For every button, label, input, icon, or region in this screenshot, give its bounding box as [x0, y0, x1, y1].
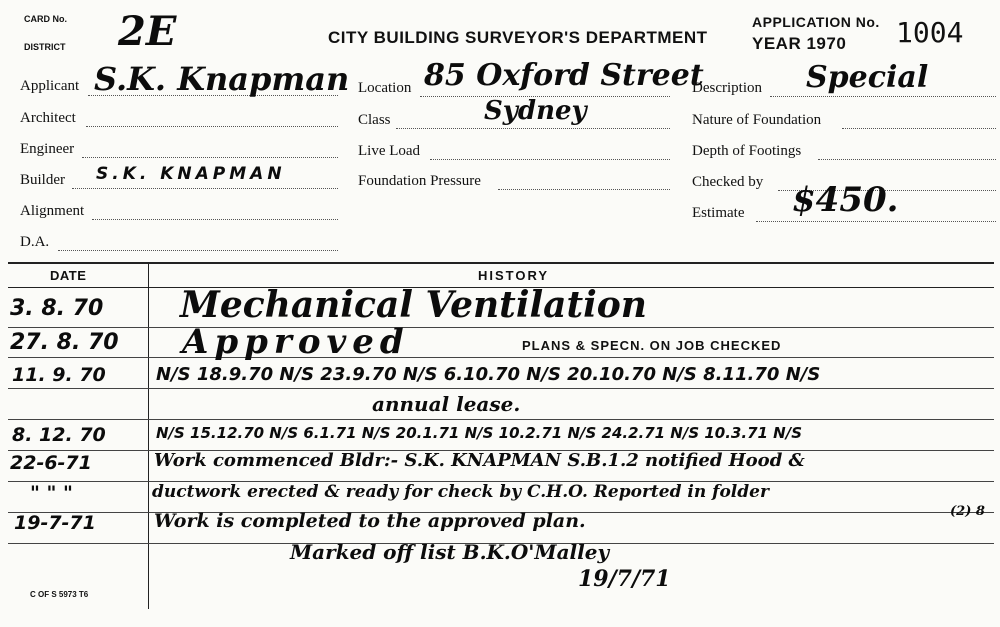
nature-of-foundation-label: Nature of Foundation [692, 112, 822, 128]
location-label: Location [358, 80, 412, 96]
date-column-divider [148, 264, 149, 609]
history-entry: Marked off list B.K.O'Malley [290, 540, 610, 564]
live-load-label: Live Load [358, 143, 421, 159]
history-entry: Approved [182, 322, 410, 362]
application-number: 1004 [896, 16, 964, 49]
date-header: DATE [50, 268, 87, 283]
history-date: " " " [30, 482, 73, 504]
applicant-value: S.K. Knapman [94, 60, 350, 98]
form-code: C OF S 5973 T6 [30, 590, 89, 599]
builder-value: S.K. KNAPMAN [96, 164, 286, 184]
plans-checked-stamp: PLANS & SPECN. ON JOB CHECKED [522, 338, 782, 353]
history-entry: N/S 15.12.70 N/S 6.1.71 N/S 20.1.71 N/S 10.2.71 N/S 24.2.71 N/S 10.3.71 N/S [156, 424, 803, 442]
history-date: 19-7-71 [14, 512, 96, 534]
foundation-pressure-label: Foundation Pressure [358, 173, 481, 189]
side-note: (2) 8 [950, 504, 985, 519]
location-value: 85 Oxford Street [424, 58, 704, 93]
estimate-value: $450. [792, 180, 899, 220]
description-label: Description [692, 80, 762, 96]
history-date: 11. 9. 70 [12, 364, 106, 386]
history-date: 22-6-71 [10, 452, 92, 474]
location-value-line2: Sydney [484, 96, 587, 126]
history-entry: Work commenced Bldr:- S.K. KNAPMAN S.B.1.2 notified Hood & [154, 450, 805, 471]
depth-of-footings-label: Depth of Footings [692, 143, 802, 159]
architect-label: Architect [20, 110, 76, 126]
history-top-rule [8, 262, 994, 264]
description-value: Special [806, 60, 929, 95]
department-title: CITY BUILDING SURVEYOR'S DEPARTMENT [328, 28, 708, 47]
da-label: D.A. [20, 234, 50, 250]
year-label: YEAR 1970 [752, 34, 847, 53]
history-entry: 19/7/71 [578, 566, 671, 592]
history-entry: Work is completed to the approved plan. [154, 510, 586, 532]
history-entry: N/S 18.9.70 N/S 23.9.70 N/S 6.10.70 N/S 20.10.70 N/S 8.11.70 N/S [156, 364, 821, 385]
district-label: DISTRICT [24, 42, 66, 52]
card-no-label: CARD No. [24, 14, 67, 24]
builder-label: Builder [20, 172, 65, 188]
history-entry: ductwork erected & ready for check by C.H.O. Reported in folder [152, 482, 769, 502]
card-no-value: 2E [118, 8, 177, 55]
history-header: HISTORY [478, 268, 550, 283]
history-entry: Mechanical Ventilation [180, 284, 647, 326]
class-label: Class [358, 112, 391, 128]
applicant-label: Applicant [20, 78, 80, 94]
application-label: APPLICATION No. [752, 14, 880, 30]
estimate-label: Estimate [692, 205, 745, 221]
checked-by-label: Checked by [692, 174, 764, 190]
history-date: 8. 12. 70 [12, 424, 106, 446]
engineer-label: Engineer [20, 141, 75, 157]
history-date: 3. 8. 70 [10, 296, 104, 321]
history-date: 27. 8. 70 [10, 330, 119, 355]
alignment-label: Alignment [20, 203, 85, 219]
history-entry: annual lease. [372, 392, 521, 416]
